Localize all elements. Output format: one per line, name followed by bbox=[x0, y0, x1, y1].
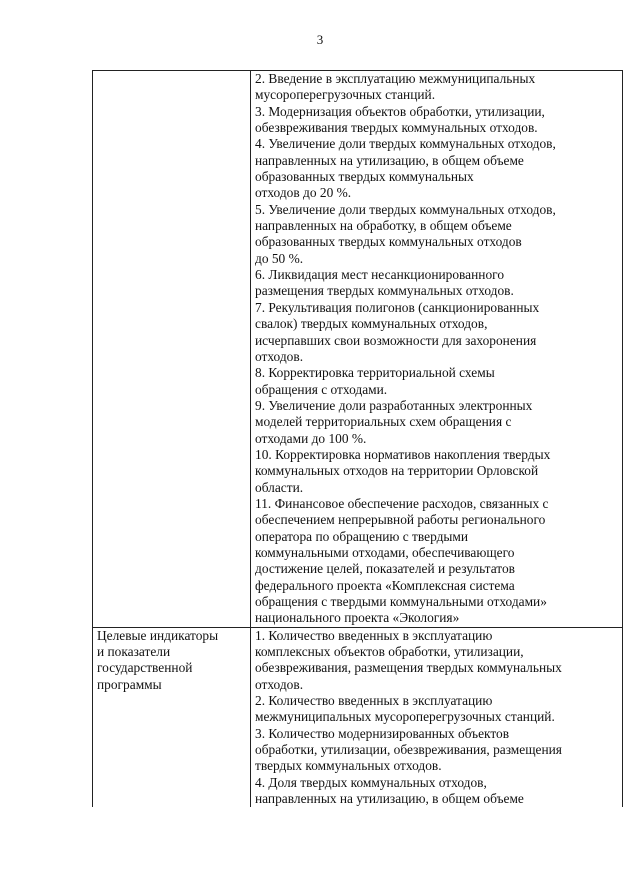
program-passport-table bbox=[92, 70, 623, 807]
row-content-line: отходов до 20 %. bbox=[255, 185, 352, 201]
row-content-line: 5. Увеличение доли твердых коммунальных отходов, bbox=[255, 201, 556, 217]
row-content-line: достижение целей, показателей и результатов bbox=[255, 561, 515, 577]
row-content-line: 10. Корректировка нормативов накопления твердых bbox=[255, 446, 551, 462]
row-content-line: коммунальными отходами, обеспечивающего bbox=[255, 544, 515, 560]
row-content-line: отходов. bbox=[255, 348, 304, 364]
row-content-cell bbox=[251, 627, 623, 807]
table-row bbox=[93, 627, 623, 807]
row-content-line: 3. Количество модернизированных объектов bbox=[255, 725, 510, 741]
row-label-line: Целевые индикаторы bbox=[97, 627, 219, 643]
row-content-line: 7. Рекультивация полигонов (санкционированных bbox=[255, 299, 540, 315]
row-content-line: до 50 %. bbox=[255, 250, 304, 266]
row-content-line: межмуниципальных мусороперегрузочных станций. bbox=[255, 709, 555, 725]
row-content-line: 4. Доля твердых коммунальных отходов, bbox=[255, 774, 487, 790]
row-content-line: свалок) твердых коммунальных отходов, bbox=[255, 316, 488, 332]
table-row bbox=[93, 71, 623, 628]
row-content-line: отходов. bbox=[255, 676, 304, 692]
row-content-line: направленных на утилизацию, в общем объеме bbox=[255, 152, 524, 168]
row-content-line: мусороперегрузочных станций. bbox=[255, 87, 436, 103]
row-content-line: коммунальных отходов на территории Орловской bbox=[255, 463, 539, 479]
row-content-line: 6. Ликвидация мест несанкционированного bbox=[255, 267, 505, 283]
row-label-line: и показатели bbox=[97, 644, 171, 660]
row-content-line: образованных твердых коммунальных bbox=[255, 169, 474, 185]
row-content-line: 9. Увеличение доли разработанных электронных bbox=[255, 397, 533, 413]
row-content-line: 11. Финансовое обеспечение расходов, связанных с bbox=[255, 495, 549, 511]
row-content-line: национального проекта «Экология» bbox=[255, 610, 460, 626]
row-content-line: твердых коммунальных отходов. bbox=[255, 758, 442, 774]
row-content-line: обработки, утилизации, обезвреживания, размещения bbox=[255, 742, 562, 758]
row-content-line: 2. Введение в эксплуатацию межмуниципальных bbox=[255, 71, 536, 86]
row-content-line: образованных твердых коммунальных отходов bbox=[255, 234, 522, 250]
row-label-line: программы bbox=[97, 676, 162, 692]
row-label-line: государственной bbox=[97, 660, 193, 676]
row-content-line: 3. Модернизация объектов обработки, утилизации, bbox=[255, 103, 545, 119]
page-number: 3 bbox=[316, 32, 324, 47]
row-content-line: направленных на обработку, в общем объеме bbox=[255, 218, 512, 234]
row-content-line: обезвреживания твердых коммунальных отходов. bbox=[255, 120, 538, 136]
row-content-line: 8. Корректировка территориальной схемы bbox=[255, 365, 495, 381]
row-content-line: комплексных объектов обработки, утилизации, bbox=[255, 644, 524, 660]
row-content-line: отходами до 100 %. bbox=[255, 430, 367, 446]
row-content-line: федерального проекта «Комплексная система bbox=[255, 577, 515, 593]
row-content-line: размещения твердых коммунальных отходов. bbox=[255, 283, 514, 299]
row-content-line: 4. Увеличение доли твердых коммунальных отходов, bbox=[255, 136, 556, 152]
row-content-line: оператора по обращению с твердыми bbox=[255, 528, 469, 544]
row-content-line: моделей территориальных схем обращения с bbox=[255, 414, 512, 430]
row-label-cell bbox=[93, 71, 251, 628]
row-content-cell bbox=[251, 71, 623, 628]
row-content-line: исчерпавших свои возможности для захоронения bbox=[255, 332, 537, 348]
row-content-line: обезвреживания, размещения твердых коммунальных bbox=[255, 660, 562, 676]
row-label-cell bbox=[93, 627, 251, 807]
row-content-line: направленных на утилизацию, в общем объеме bbox=[255, 791, 524, 807]
row-content-line: 2. Количество введенных в эксплуатацию bbox=[255, 693, 493, 709]
row-content-line: обеспечением непрерывной работы регионального bbox=[255, 512, 546, 528]
row-content-line: области. bbox=[255, 479, 304, 495]
row-content-line: обращения с твердыми коммунальными отходами» bbox=[255, 594, 547, 609]
row-content-line: 1. Количество введенных в эксплуатацию bbox=[255, 627, 493, 643]
row-content-line: обращения с отходами. bbox=[255, 381, 388, 397]
